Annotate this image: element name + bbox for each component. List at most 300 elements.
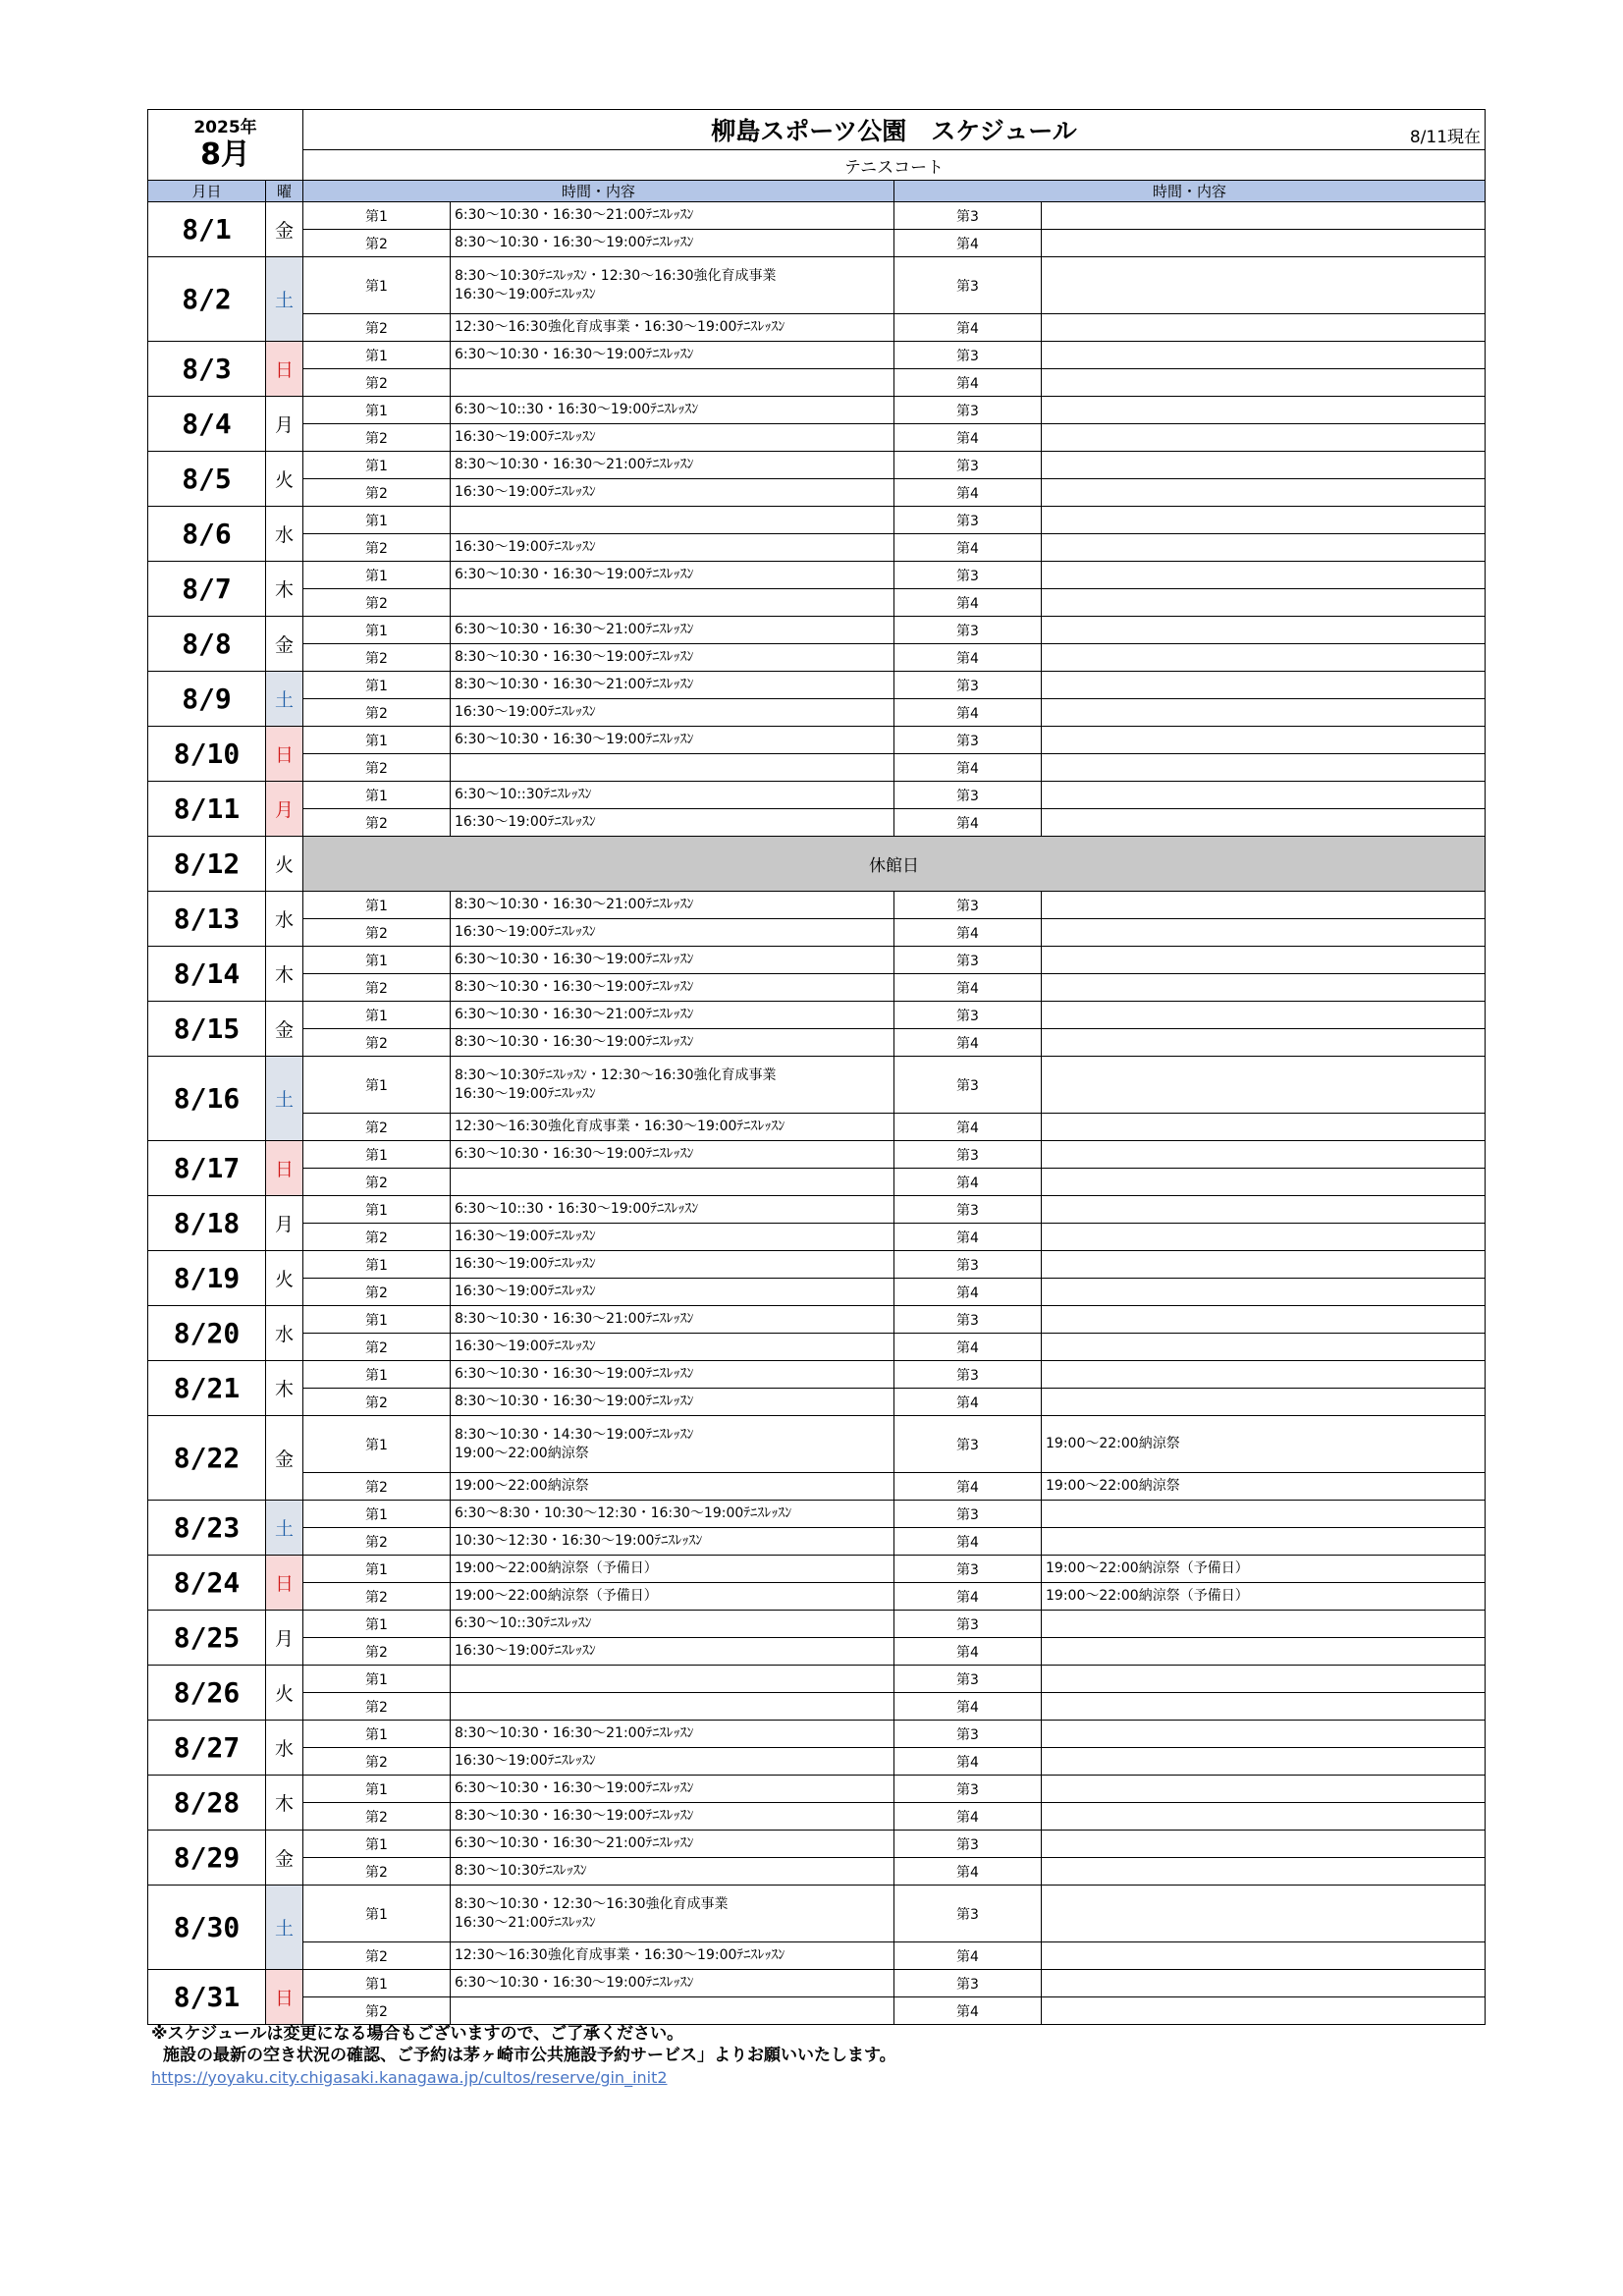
- dow-cell: 火: [266, 452, 303, 507]
- dow-cell: 土: [266, 1057, 303, 1141]
- court-4-schedule: [1042, 644, 1486, 672]
- dow-cell: 金: [266, 617, 303, 672]
- court-1-schedule: 8:30～10:30・16:30～21:00ﾃﾆｽﾚｯｽﾝ: [451, 452, 894, 479]
- court-label: 第4: [894, 369, 1042, 397]
- court-1-schedule: 6:30～10:30・16:30～21:00ﾃﾆｽﾚｯｽﾝ: [451, 1002, 894, 1029]
- dow-cell: 日: [266, 1141, 303, 1196]
- court-label: 第1: [303, 672, 451, 699]
- court-4-schedule: [1042, 534, 1486, 562]
- court-2-schedule: 8:30～10:30・16:30～19:00ﾃﾆｽﾚｯｽﾝ: [451, 230, 894, 257]
- dow-cell: 水: [266, 1721, 303, 1776]
- date-cell: 8/14: [148, 947, 266, 1002]
- court-label: 第3: [894, 1611, 1042, 1638]
- date-cell: 8/28: [148, 1776, 266, 1831]
- column-header-date: 月日: [148, 181, 266, 202]
- court-label: 第2: [303, 230, 451, 257]
- dow-cell: 日: [266, 1556, 303, 1611]
- day-row: [148, 1803, 1486, 1831]
- court-1-schedule: 6:30～10:30・16:30～19:00ﾃﾆｽﾚｯｽﾝ: [451, 1776, 894, 1803]
- court-label: 第4: [894, 424, 1042, 452]
- day-row: [148, 1556, 1486, 1583]
- court-4-schedule: [1042, 1997, 1486, 2025]
- court-4-schedule: [1042, 809, 1486, 837]
- court-label: 第2: [303, 1858, 451, 1886]
- court-3-schedule: [1042, 1196, 1486, 1224]
- court-label: 第4: [894, 1528, 1042, 1556]
- dow-cell: 木: [266, 562, 303, 617]
- schedule-table: [147, 109, 1486, 2025]
- dow-cell: 土: [266, 1501, 303, 1556]
- court-2-schedule: 16:30～19:00ﾃﾆｽﾚｯｽﾝ: [451, 809, 894, 837]
- court-label: 第1: [303, 1251, 451, 1279]
- court-1-schedule: 6:30～10:30・16:30～19:00ﾃﾆｽﾚｯｽﾝ: [451, 727, 894, 754]
- court-label: 第1: [303, 1776, 451, 1803]
- court-3-schedule: [1042, 947, 1486, 974]
- court-3-schedule: [1042, 672, 1486, 699]
- court-label: 第3: [894, 397, 1042, 424]
- court-label: 第4: [894, 1803, 1042, 1831]
- year-label: 2025年: [193, 117, 257, 137]
- court-1-schedule: 8:30～10:30・12:30～16:30強化育成事業 16:30～21:00ﾃﾆｽﾚｯｽﾝ: [451, 1886, 894, 1942]
- court-3-schedule: [1042, 1831, 1486, 1858]
- date-cell: 8/4: [148, 397, 266, 452]
- court-1-schedule: 8:30～10:30ﾃﾆｽﾚｯｽﾝ・12:30～16:30強化育成事業 16:30～19:00ﾃﾆｽﾚｯｽﾝ: [451, 257, 894, 314]
- court-label: 第4: [894, 1583, 1042, 1611]
- court-label: 第4: [894, 1224, 1042, 1251]
- court-label: 第1: [303, 1306, 451, 1334]
- court-2-schedule: 8:30～10:30・16:30～19:00ﾃﾆｽﾚｯｽﾝ: [451, 974, 894, 1002]
- day-row: [148, 1141, 1486, 1169]
- dow-cell: 火: [266, 1251, 303, 1306]
- court-label: 第2: [303, 589, 451, 617]
- dow-cell: 金: [266, 1416, 303, 1501]
- court-label: 第2: [303, 1693, 451, 1721]
- court-label: 第4: [894, 809, 1042, 837]
- dow-cell: 水: [266, 507, 303, 562]
- court-label: 第2: [303, 1583, 451, 1611]
- court-label: 第1: [303, 1556, 451, 1583]
- day-row: [148, 1776, 1486, 1803]
- court-label: 第3: [894, 1196, 1042, 1224]
- court-label: 第1: [303, 1666, 451, 1693]
- court-1-schedule: 6:30～8:30・10:30～12:30・16:30～19:00ﾃﾆｽﾚｯｽﾝ: [451, 1501, 894, 1528]
- court-3-schedule: [1042, 562, 1486, 589]
- court-2-schedule: 19:00～22:00納涼祭: [451, 1473, 894, 1501]
- court-2-schedule: 16:30～19:00ﾃﾆｽﾚｯｽﾝ: [451, 1334, 894, 1361]
- court-label: 第3: [894, 727, 1042, 754]
- date-cell: 8/5: [148, 452, 266, 507]
- court-label: 第4: [894, 1114, 1042, 1141]
- column-header-content-right: 時間・内容: [894, 181, 1486, 202]
- court-label: 第2: [303, 1473, 451, 1501]
- year-month-box: [148, 110, 303, 181]
- day-row: [148, 1583, 1486, 1611]
- dow-cell: 月: [266, 397, 303, 452]
- court-label: 第1: [303, 1721, 451, 1748]
- day-row: [148, 1886, 1486, 1942]
- court-2-schedule: 16:30～19:00ﾃﾆｽﾚｯｽﾝ: [451, 424, 894, 452]
- court-3-schedule: [1042, 1776, 1486, 1803]
- date-cell: 8/8: [148, 617, 266, 672]
- date-cell: 8/10: [148, 727, 266, 782]
- day-row: [148, 1361, 1486, 1389]
- court-1-schedule: 8:30～10:30・16:30～21:00ﾃﾆｽﾚｯｽﾝ: [451, 892, 894, 919]
- court-4-schedule: [1042, 1279, 1486, 1306]
- dow-cell: 金: [266, 202, 303, 257]
- court-3-schedule: [1042, 342, 1486, 369]
- court-2-schedule: [451, 1169, 894, 1196]
- court-label: 第3: [894, 1141, 1042, 1169]
- column-header-dow: 曜: [266, 181, 303, 202]
- court-label: 第4: [894, 1997, 1042, 2025]
- court-3-schedule: 19:00～22:00納涼祭（予備日）: [1042, 1556, 1486, 1583]
- court-3-schedule: [1042, 892, 1486, 919]
- day-row: [148, 782, 1486, 809]
- court-label: 第1: [303, 257, 451, 314]
- note-line-1: ※スケジュールは変更になる場合もございますので、ご了承ください。: [151, 2024, 684, 2044]
- court-4-schedule: [1042, 754, 1486, 782]
- court-label: 第4: [894, 919, 1042, 947]
- court-3-schedule: [1042, 1306, 1486, 1334]
- court-label: 第1: [303, 617, 451, 644]
- court-2-schedule: [451, 1693, 894, 1721]
- court-3-schedule: [1042, 507, 1486, 534]
- court-1-schedule: [451, 507, 894, 534]
- court-label: 第2: [303, 314, 451, 342]
- court-4-schedule: 19:00～22:00納涼祭（予備日）: [1042, 1583, 1486, 1611]
- day-row: [148, 727, 1486, 754]
- court-4-schedule: [1042, 479, 1486, 507]
- day-row: [148, 369, 1486, 397]
- court-label: 第4: [894, 534, 1042, 562]
- court-label: 第1: [303, 397, 451, 424]
- court-label: 第3: [894, 1970, 1042, 1997]
- date-cell: 8/24: [148, 1556, 266, 1611]
- court-label: 第2: [303, 809, 451, 837]
- court-label: 第4: [894, 1169, 1042, 1196]
- court-4-schedule: [1042, 369, 1486, 397]
- day-row: [148, 1334, 1486, 1361]
- court-4-schedule: [1042, 1748, 1486, 1776]
- dow-cell: 日: [266, 1970, 303, 2025]
- day-row: [148, 1029, 1486, 1057]
- court-2-schedule: 8:30～10:30・16:30～19:00ﾃﾆｽﾚｯｽﾝ: [451, 1389, 894, 1416]
- court-label: 第4: [894, 1748, 1042, 1776]
- court-label: 第3: [894, 947, 1042, 974]
- court-1-schedule: 6:30～10:30・16:30～19:00ﾃﾆｽﾚｯｽﾝ: [451, 947, 894, 974]
- day-row: [148, 699, 1486, 727]
- court-3-schedule: [1042, 1361, 1486, 1389]
- day-row: [148, 257, 1486, 314]
- day-row: [148, 1473, 1486, 1501]
- court-3-schedule: [1042, 257, 1486, 314]
- court-label: 第3: [894, 1251, 1042, 1279]
- day-row: [148, 974, 1486, 1002]
- day-row: [148, 1831, 1486, 1858]
- date-cell: 8/17: [148, 1141, 266, 1196]
- court-label: 第3: [894, 1776, 1042, 1803]
- day-row: [148, 1389, 1486, 1416]
- day-row: [148, 1114, 1486, 1141]
- day-row: [148, 892, 1486, 919]
- court-label: 第1: [303, 892, 451, 919]
- court-label: 第4: [894, 1389, 1042, 1416]
- court-4-schedule: [1042, 1638, 1486, 1666]
- court-2-schedule: 8:30～10:30・16:30～19:00ﾃﾆｽﾚｯｽﾝ: [451, 1029, 894, 1057]
- date-cell: 8/23: [148, 1501, 266, 1556]
- court-4-schedule: [1042, 1224, 1486, 1251]
- court-label: 第3: [894, 507, 1042, 534]
- court-label: 第4: [894, 1942, 1042, 1970]
- court-2-schedule: [451, 754, 894, 782]
- day-row: [148, 507, 1486, 534]
- court-label: 第1: [303, 562, 451, 589]
- court-label: 第2: [303, 1389, 451, 1416]
- date-cell: 8/13: [148, 892, 266, 947]
- court-label: 第3: [894, 257, 1042, 314]
- court-label: 第3: [894, 1501, 1042, 1528]
- court-3-schedule: [1042, 397, 1486, 424]
- court-2-schedule: 8:30～10:30・16:30～19:00ﾃﾆｽﾚｯｽﾝ: [451, 1803, 894, 1831]
- day-row: [148, 1721, 1486, 1748]
- court-4-schedule: [1042, 974, 1486, 1002]
- day-row: [148, 1611, 1486, 1638]
- facility-name: テニスコート: [303, 150, 1486, 181]
- court-3-schedule: [1042, 1886, 1486, 1942]
- date-cell: 8/21: [148, 1361, 266, 1416]
- court-label: 第1: [303, 1002, 451, 1029]
- court-label: 第4: [894, 1029, 1042, 1057]
- court-2-schedule: 16:30～19:00ﾃﾆｽﾚｯｽﾝ: [451, 534, 894, 562]
- dow-cell: 月: [266, 1611, 303, 1666]
- day-row: [148, 1057, 1486, 1114]
- court-label: 第1: [303, 727, 451, 754]
- court-3-schedule: [1042, 452, 1486, 479]
- court-label: 第1: [303, 1970, 451, 1997]
- court-4-schedule: [1042, 1029, 1486, 1057]
- court-label: 第2: [303, 534, 451, 562]
- court-label: 第1: [303, 1886, 451, 1942]
- day-row: [148, 1002, 1486, 1029]
- court-1-schedule: 6:30～10:30・16:30～21:00ﾃﾆｽﾚｯｽﾝ: [451, 202, 894, 230]
- day-row: [148, 1306, 1486, 1334]
- court-4-schedule: [1042, 314, 1486, 342]
- as-of-date: 8/11現在: [1409, 128, 1482, 147]
- court-label: 第2: [303, 1169, 451, 1196]
- court-label: 第4: [894, 589, 1042, 617]
- court-label: 第1: [303, 1361, 451, 1389]
- court-1-schedule: 8:30～10:30・16:30～21:00ﾃﾆｽﾚｯｽﾝ: [451, 1306, 894, 1334]
- court-label: 第4: [894, 1279, 1042, 1306]
- court-1-schedule: 16:30～19:00ﾃﾆｽﾚｯｽﾝ: [451, 1251, 894, 1279]
- court-label: 第3: [894, 452, 1042, 479]
- date-cell: 8/7: [148, 562, 266, 617]
- day-row: [148, 809, 1486, 837]
- day-row: [148, 452, 1486, 479]
- court-4-schedule: [1042, 1528, 1486, 1556]
- date-cell: 8/11: [148, 782, 266, 837]
- court-label: 第2: [303, 1997, 451, 2025]
- court-2-schedule: 16:30～19:00ﾃﾆｽﾚｯｽﾝ: [451, 919, 894, 947]
- dow-cell: 土: [266, 1886, 303, 1970]
- day-row-closed: [148, 837, 1486, 892]
- day-row: [148, 230, 1486, 257]
- court-3-schedule: [1042, 1057, 1486, 1114]
- court-1-schedule: 6:30～10::30ﾃﾆｽﾚｯｽﾝ: [451, 782, 894, 809]
- date-cell: 8/30: [148, 1886, 266, 1970]
- court-label: 第1: [303, 507, 451, 534]
- court-label: 第2: [303, 1279, 451, 1306]
- day-row: [148, 1942, 1486, 1970]
- court-1-schedule: 8:30～10:30・16:30～21:00ﾃﾆｽﾚｯｽﾝ: [451, 672, 894, 699]
- date-cell: 8/27: [148, 1721, 266, 1776]
- day-row: [148, 589, 1486, 617]
- court-3-schedule: [1042, 782, 1486, 809]
- dow-cell: 月: [266, 782, 303, 837]
- court-1-schedule: 6:30～10:30・16:30～19:00ﾃﾆｽﾚｯｽﾝ: [451, 342, 894, 369]
- day-row: [148, 919, 1486, 947]
- court-label: 第3: [894, 1831, 1042, 1858]
- court-1-schedule: 6:30～10:30・16:30～21:00ﾃﾆｽﾚｯｽﾝ: [451, 1831, 894, 1858]
- court-1-schedule: 19:00～22:00納涼祭（予備日）: [451, 1556, 894, 1583]
- dow-cell: 火: [266, 837, 303, 892]
- court-2-schedule: [451, 369, 894, 397]
- court-label: 第2: [303, 1114, 451, 1141]
- dow-cell: 水: [266, 1306, 303, 1361]
- court-label: 第3: [894, 1416, 1042, 1473]
- day-row: [148, 1638, 1486, 1666]
- court-2-schedule: 16:30～19:00ﾃﾆｽﾚｯｽﾝ: [451, 1279, 894, 1306]
- court-label: 第1: [303, 782, 451, 809]
- day-row: [148, 644, 1486, 672]
- court-4-schedule: [1042, 1803, 1486, 1831]
- court-4-schedule: [1042, 1114, 1486, 1141]
- day-row: [148, 617, 1486, 644]
- date-cell: 8/29: [148, 1831, 266, 1886]
- court-1-schedule: 8:30～10:30・14:30～19:00ﾃﾆｽﾚｯｽﾝ 19:00～22:00納涼祭: [451, 1416, 894, 1473]
- note-line-2: 施設の最新の空き状況の確認、ご予約は茅ヶ崎市公共施設予約サービス」よりお願いいたします。: [163, 2046, 896, 2065]
- court-1-schedule: 6:30～10::30・16:30～19:00ﾃﾆｽﾚｯｽﾝ: [451, 397, 894, 424]
- court-label: 第2: [303, 1029, 451, 1057]
- court-2-schedule: 16:30～19:00ﾃﾆｽﾚｯｽﾝ: [451, 1224, 894, 1251]
- court-3-schedule: [1042, 1141, 1486, 1169]
- day-row: [148, 1251, 1486, 1279]
- court-1-schedule: 6:30～10:30・16:30～19:00ﾃﾆｽﾚｯｽﾝ: [451, 1141, 894, 1169]
- court-label: 第4: [894, 230, 1042, 257]
- court-1-schedule: 8:30～10:30・16:30～21:00ﾃﾆｽﾚｯｽﾝ: [451, 1721, 894, 1748]
- day-row: [148, 1997, 1486, 2025]
- day-row: [148, 1528, 1486, 1556]
- notes: [151, 2023, 896, 2066]
- court-label: 第3: [894, 617, 1042, 644]
- court-3-schedule: [1042, 727, 1486, 754]
- court-4-schedule: [1042, 1942, 1486, 1970]
- day-row: [148, 1196, 1486, 1224]
- court-label: 第3: [894, 562, 1042, 589]
- court-label: 第2: [303, 479, 451, 507]
- court-label: 第1: [303, 1501, 451, 1528]
- court-4-schedule: [1042, 699, 1486, 727]
- dow-cell: 日: [266, 342, 303, 397]
- court-2-schedule: [451, 1997, 894, 2025]
- month-label: 8月: [200, 137, 250, 172]
- day-row: [148, 1666, 1486, 1693]
- dow-cell: 金: [266, 1002, 303, 1057]
- court-4-schedule: [1042, 1169, 1486, 1196]
- court-label: 第1: [303, 947, 451, 974]
- court-2-schedule: 8:30～10:30ﾃﾆｽﾚｯｽﾝ: [451, 1858, 894, 1886]
- court-4-schedule: [1042, 919, 1486, 947]
- column-header-row: [148, 181, 1486, 202]
- date-cell: 8/16: [148, 1057, 266, 1141]
- court-1-schedule: 6:30～10::30ﾃﾆｽﾚｯｽﾝ: [451, 1611, 894, 1638]
- court-label: 第4: [894, 1638, 1042, 1666]
- date-cell: 8/1: [148, 202, 266, 257]
- court-label: 第4: [894, 1693, 1042, 1721]
- court-label: 第3: [894, 1666, 1042, 1693]
- date-cell: 8/22: [148, 1416, 266, 1501]
- court-label: 第1: [303, 1196, 451, 1224]
- court-3-schedule: [1042, 202, 1486, 230]
- court-label: 第2: [303, 1224, 451, 1251]
- dow-cell: 水: [266, 892, 303, 947]
- closed-cell: 休館日: [303, 837, 1486, 892]
- date-cell: 8/31: [148, 1970, 266, 2025]
- day-row: [148, 562, 1486, 589]
- court-label: 第4: [894, 754, 1042, 782]
- court-label: 第3: [894, 1886, 1042, 1942]
- court-label: 第2: [303, 974, 451, 1002]
- court-label: 第2: [303, 424, 451, 452]
- court-3-schedule: [1042, 1721, 1486, 1748]
- court-label: 第1: [303, 342, 451, 369]
- date-cell: 8/18: [148, 1196, 266, 1251]
- court-label: 第3: [894, 1057, 1042, 1114]
- court-3-schedule: [1042, 1611, 1486, 1638]
- court-3-schedule: [1042, 617, 1486, 644]
- court-label: 第3: [894, 342, 1042, 369]
- court-2-schedule: [451, 589, 894, 617]
- day-row: [148, 1416, 1486, 1473]
- court-2-schedule: 16:30～19:00ﾃﾆｽﾚｯｽﾝ: [451, 1748, 894, 1776]
- court-label: 第4: [894, 479, 1042, 507]
- day-row: [148, 397, 1486, 424]
- court-label: 第1: [303, 1831, 451, 1858]
- date-cell: 8/20: [148, 1306, 266, 1361]
- court-1-schedule: [451, 1666, 894, 1693]
- court-label: 第4: [894, 1473, 1042, 1501]
- reservation-link[interactable]: https://yoyaku.city.chigasaki.kanagawa.jp/cultos/reserve/gin_init2: [151, 2068, 668, 2087]
- court-label: 第3: [894, 1361, 1042, 1389]
- dow-cell: 日: [266, 727, 303, 782]
- day-row: [148, 1169, 1486, 1196]
- court-2-schedule: 16:30～19:00ﾃﾆｽﾚｯｽﾝ: [451, 1638, 894, 1666]
- date-cell: 8/3: [148, 342, 266, 397]
- court-label: 第3: [894, 1556, 1042, 1583]
- dow-cell: 金: [266, 1831, 303, 1886]
- day-row: [148, 342, 1486, 369]
- court-1-schedule: 8:30～10:30ﾃﾆｽﾚｯｽﾝ・12:30～16:30強化育成事業 16:30～19:00ﾃﾆｽﾚｯｽﾝ: [451, 1057, 894, 1114]
- court-label: 第1: [303, 202, 451, 230]
- court-4-schedule: [1042, 424, 1486, 452]
- day-row: [148, 947, 1486, 974]
- day-row: [148, 754, 1486, 782]
- court-4-schedule: 19:00～22:00納涼祭: [1042, 1473, 1486, 1501]
- dow-cell: 木: [266, 1361, 303, 1416]
- dow-cell: 土: [266, 257, 303, 342]
- day-row: [148, 1970, 1486, 1997]
- date-cell: 8/6: [148, 507, 266, 562]
